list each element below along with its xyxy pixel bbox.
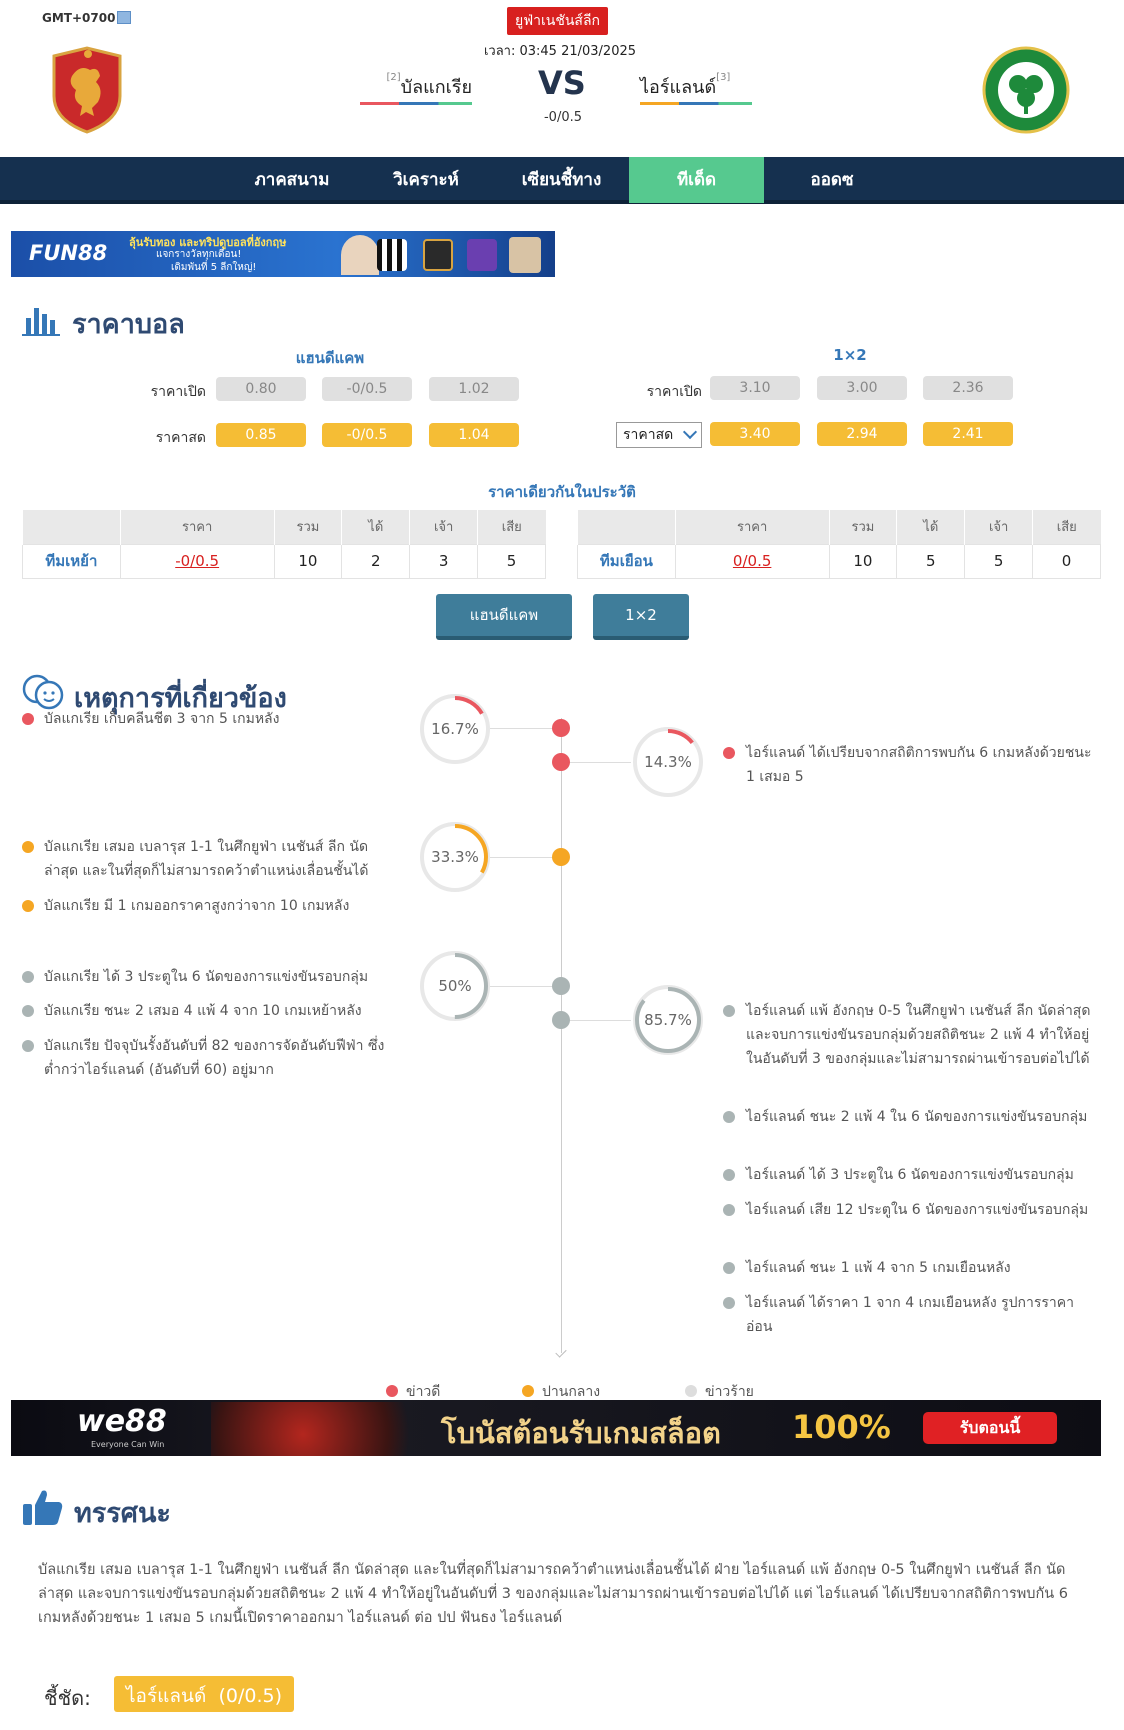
pick-label: ชี้ชัด: [44, 1686, 91, 1710]
we88-percent: 100% [792, 1408, 891, 1446]
event-dot [22, 971, 34, 983]
timeline-dot-bad [552, 1011, 570, 1029]
match-handicap: -0/0.5 [543, 110, 583, 125]
price-link[interactable]: -0/0.5 [120, 544, 274, 578]
ring-label: 16.7% [431, 720, 479, 738]
x12-open-draw: 3.00 [817, 376, 907, 400]
opinion-title: ทรรศนะ [74, 1498, 171, 1529]
list-item [723, 1198, 1093, 1222]
col-header: ได้ [342, 510, 410, 544]
list-item [723, 1163, 1093, 1187]
col-header: เจ้า [410, 510, 478, 544]
event-dot [22, 841, 34, 853]
league-badge[interactable]: ยูฟ่าเนชันส์ลีก [507, 7, 608, 35]
x12-button[interactable]: 1×2 [593, 594, 689, 640]
x12-open-away: 2.36 [923, 376, 1013, 400]
players-image [211, 1402, 441, 1456]
timeline-line [561, 718, 562, 1353]
event-dot [22, 1005, 34, 1017]
pick-badge: ไอร์แลนด์ (0/0.5) [114, 1676, 294, 1712]
x12-live-away: 2.41 [923, 422, 1013, 446]
draw-cell: 3 [410, 544, 478, 578]
timeline-dot-neutral [552, 848, 570, 866]
timezone-label: GMT+0700 [42, 11, 116, 25]
handicap-live-line: -0/0.5 [322, 423, 412, 447]
col-header: ราคา [675, 510, 829, 544]
odds-type-select[interactable] [616, 422, 702, 448]
home-team-crest-icon[interactable] [50, 46, 124, 134]
event-dot [22, 713, 34, 725]
ring-arc [420, 694, 490, 764]
x12-title: 1×2 [833, 346, 867, 364]
events-title: เหตุการที่เกี่ยวข้อง [74, 683, 287, 714]
event-text: บัลแกเรีย ชนะ 2 เสมอ 4 แพ้ 4 จาก 10 เกมเหย้าหลัง [44, 1003, 362, 1019]
connector [561, 1020, 631, 1021]
fun88-banner[interactable] [11, 231, 555, 277]
odds-title: ราคาบอล [72, 309, 185, 340]
timeline-dot-good [552, 719, 570, 737]
event-dot [22, 1040, 34, 1052]
col-header: เจ้า [965, 510, 1033, 544]
x12-live-home: 3.40 [710, 422, 800, 446]
legend-good: ข่าวดี [406, 1384, 441, 1400]
ring-arc [633, 727, 703, 797]
col-header: เสีย [1033, 510, 1101, 544]
home-bad-ring [420, 951, 490, 1021]
ring-arc [420, 822, 490, 892]
history-away-table [577, 510, 1101, 579]
ring-label: 85.7% [644, 1011, 692, 1029]
phone-icon [509, 237, 541, 273]
draw-cell: 5 [965, 544, 1033, 578]
handicap-live-home: 0.85 [216, 423, 306, 447]
gold-icon [423, 239, 453, 271]
handicap-title: แฮนดีแคพ [295, 349, 365, 367]
price-link[interactable]: 0/0.5 [675, 544, 829, 578]
table-row [578, 544, 1101, 578]
calendar-icon [117, 11, 131, 24]
timeline-dot-bad [552, 977, 570, 995]
home-neutral-ring [420, 822, 490, 892]
handicap-open-label: ราคาเปิด [150, 384, 206, 400]
fun88-text-1: ลุ้นรับทอง และทริปดูบอลที่อังกฤษ [129, 236, 287, 249]
event-dot [723, 1297, 735, 1309]
chevron-down-icon [683, 425, 697, 439]
tab-odds[interactable]: ออดซ [810, 170, 854, 190]
we88-text: โบนัสต้อนรับเกมสล็อต [441, 1416, 721, 1450]
handicap-live-label: ราคาสด [155, 430, 206, 446]
home-rank: [2] [386, 72, 401, 83]
table-row [23, 544, 546, 578]
col-header: ได้ [897, 510, 965, 544]
legend-bad: ข่าวร้าย [705, 1384, 754, 1400]
away-team-name[interactable] [640, 72, 760, 101]
event-text: บัลแกเรีย เสมอ เบลารุส 1-1 ในศึกยูฟ่า เนชันส์ ลีก นัดล่าสุด และในที่สุดก็ไม่สามารถคว้าตำแหน่งเลื่อนชั้นได้ [44, 839, 369, 879]
tab-expert[interactable]: เซียนชี้ทาง [521, 170, 602, 190]
ring-label: 50% [438, 977, 472, 995]
home-team-name[interactable] [362, 72, 472, 101]
connector [561, 762, 631, 763]
away-good-ring [633, 727, 703, 797]
history-home-table [22, 510, 546, 579]
event-dot [723, 1262, 735, 1274]
event-text: บัลแกเรีย เก็บคลีนชีต 3 จาก 5 เกมหลัง [44, 711, 280, 727]
event-text: ไอร์แลนด์ ได้เปรียบจากสถิติการพบกัน 6 เกมหลังด้วยชนะ 1 เสมอ 5 [746, 745, 1092, 785]
lose-cell: 5 [478, 544, 546, 578]
fun88-text-3: เดิมพันที่ 5 ลีกใหญ่! [171, 262, 257, 273]
we88-logo: we88 [77, 1404, 167, 1439]
win-cell: 5 [897, 544, 965, 578]
list-item [22, 965, 392, 989]
away-name-text: ไอร์แลนด์ [640, 77, 717, 98]
away-rank: [3] [716, 72, 731, 83]
col-header: รวม [274, 510, 342, 544]
bar-chart-icon [22, 304, 60, 336]
tab-tips[interactable]: ทีเด็ด [629, 157, 764, 203]
we88-banner[interactable] [11, 1400, 1101, 1456]
timeline-end-icon [555, 1346, 566, 1357]
opinion-text: บัลแกเรีย เสมอ เบลารุส 1-1 ในศึกยูฟ่า เนชันส์ ลีก นัดล่าสุด และในที่สุดก็ไม่สามารถคว้าตำแหน่งเลื่อนชั้นได้ ฝ่าย ไอร์แลนด์ แพ้ อังกฤษ 0-5 ในศึกยูฟ่า เนชันส์ ลีก นัดล่าสุด และจบการแข่งขันรอบกลุ่มด้วยสถิติชนะ 2 แพ้ 4 ทำให้อยู่ในอันดับที่ 3 ของกลุ่มและไม่สามารถผ่านเข้ารอบต่อไปได้ แต่ ไอร์แลนด์ ได้เปรียบจากสถิติการพบกัน 6 เกมหลังด้วยชนะ 1 เสมอ 5 เกมนี้เปิดราคาออกมา ไอร์แลนด์ ต่อ ปป ฟันธง ไอร์แลนด์ [38, 1562, 1069, 1626]
timeline-dot-good [552, 753, 570, 771]
connector [490, 728, 561, 729]
list-item [723, 1291, 1093, 1339]
ring-arc [420, 951, 490, 1021]
list-item [22, 1034, 392, 1082]
tab-analysis[interactable]: วิเคราะห์ [393, 170, 459, 190]
luggage-icon [467, 239, 497, 271]
fun88-text-2: แจกรางวัลทุกเดือน! [156, 249, 242, 260]
x12-open-label: ราคาเปิด [646, 384, 702, 400]
col-header [578, 510, 676, 544]
handicap-open-home: 0.80 [216, 377, 306, 401]
list-item [723, 741, 1093, 789]
claim-now-button[interactable]: รับตอนนี้ [923, 1412, 1057, 1444]
event-text: ไอร์แลนด์ ชนะ 1 แพ้ 4 จาก 5 เกมเยือนหลัง [746, 1260, 1011, 1276]
event-text: ไอร์แลนด์ เสีย 12 ประตูใน 6 นัดของการแข่งขันรอบกลุ่ม [746, 1202, 1089, 1218]
col-header: เสีย [478, 510, 546, 544]
player-image [341, 235, 379, 275]
event-dot [723, 1005, 735, 1017]
list-item [22, 835, 392, 883]
chat-faces-icon [22, 674, 64, 710]
x12-open-home: 3.10 [710, 376, 800, 400]
team-cell: ทีมเหย้า [23, 544, 121, 578]
team-cell: ทีมเยือน [578, 544, 676, 578]
handicap-open-line: -0/0.5 [322, 377, 412, 401]
col-header: รวม [829, 510, 897, 544]
list-item [22, 999, 392, 1023]
handicap-live-away: 1.04 [429, 423, 519, 447]
x12-live-draw: 2.94 [817, 422, 907, 446]
list-item [723, 999, 1093, 1071]
event-text: ไอร์แลนด์ ชนะ 2 แพ้ 4 ใน 6 นัดของการแข่งขันรอบกลุ่ม [746, 1109, 1088, 1125]
fun88-logo: FUN88 [29, 241, 108, 265]
tab-field[interactable]: ภาคสนาม [254, 170, 330, 190]
event-text: ไอร์แลนด์ แพ้ อังกฤษ 0-5 ในศึกยูฟ่า เนชันส์ ลีก นัดล่าสุด และจบการแข่งขันรอบกลุ่มด้วยสถิติชนะ 2 แพ้ 4 ทำให้อยู่ในอันดับที่ 3 ของกลุ่มและไม่สามารถผ่านเข้ารอบต่อไปได้ [746, 1003, 1091, 1067]
away-bad-ring [633, 985, 703, 1055]
ring-label: 14.3% [644, 753, 692, 771]
away-underline [640, 102, 752, 105]
home-name-text: บัลแกเรีย [400, 77, 472, 98]
ring-arc [633, 985, 703, 1055]
handicap-button[interactable]: แฮนดีแคพ [436, 594, 572, 640]
connector [490, 986, 561, 987]
total-cell: 10 [829, 544, 897, 578]
legend-neutral: ปานกลาง [542, 1384, 601, 1400]
event-text: บัลแกเรีย ได้ 3 ประตูใน 6 นัดของการแข่งขันรอบกลุ่ม [44, 969, 369, 985]
win-cell: 2 [342, 544, 410, 578]
event-dot [723, 1204, 735, 1216]
event-text: ไอร์แลนด์ ได้ราคา 1 จาก 4 เกมเยือนหลัง รูปการราคาอ่อน [746, 1295, 1075, 1335]
legend-neutral-dot [522, 1385, 534, 1397]
col-header [23, 510, 121, 544]
list-item [22, 707, 392, 731]
total-cell: 10 [274, 544, 342, 578]
event-dot [723, 747, 735, 759]
list-item [723, 1105, 1093, 1129]
odds-type-value: ราคาสด [623, 427, 674, 443]
thumbs-up-icon [22, 1487, 64, 1527]
lose-cell: 0 [1033, 544, 1101, 578]
we88-tagline: Everyone Can Win [91, 1440, 165, 1449]
event-dot [22, 900, 34, 912]
vs-label: VS [538, 64, 586, 102]
event-dot [723, 1169, 735, 1181]
event-dot [723, 1111, 735, 1123]
ring-label: 33.3% [431, 848, 479, 866]
col-header: ราคา [120, 510, 274, 544]
home-good-ring [420, 694, 490, 764]
event-text: บัลแกเรีย มี 1 เกมออกราคาสูงกว่าจาก 10 เกมหลัง [44, 898, 350, 914]
legend-good-dot [386, 1385, 398, 1397]
connector [490, 857, 561, 858]
match-time: เวลา: 03:45 21/03/2025 [483, 44, 637, 59]
list-item [723, 1256, 1093, 1280]
away-team-crest-icon[interactable] [982, 46, 1070, 134]
event-text: ไอร์แลนด์ ได้ 3 ประตูใน 6 นัดของการแข่งขันรอบกลุ่ม [746, 1167, 1074, 1183]
event-text: บัลแกเรีย ปัจจุบันรั้งอันดับที่ 82 ของการจัดอันดับฟีฟ่า ซึ่งต่ำกว่าไอร์แลนด์ (อันดับที่ 60) อยู่มาก [44, 1038, 385, 1078]
handicap-open-away: 1.02 [429, 377, 519, 401]
list-item [22, 894, 392, 918]
legend-bad-dot [685, 1385, 697, 1397]
timezone-selector[interactable] [42, 11, 131, 25]
jersey-icon [377, 239, 407, 271]
history-title: ราคาเดียวกันในประวัติ [488, 483, 636, 501]
home-underline [360, 102, 472, 105]
